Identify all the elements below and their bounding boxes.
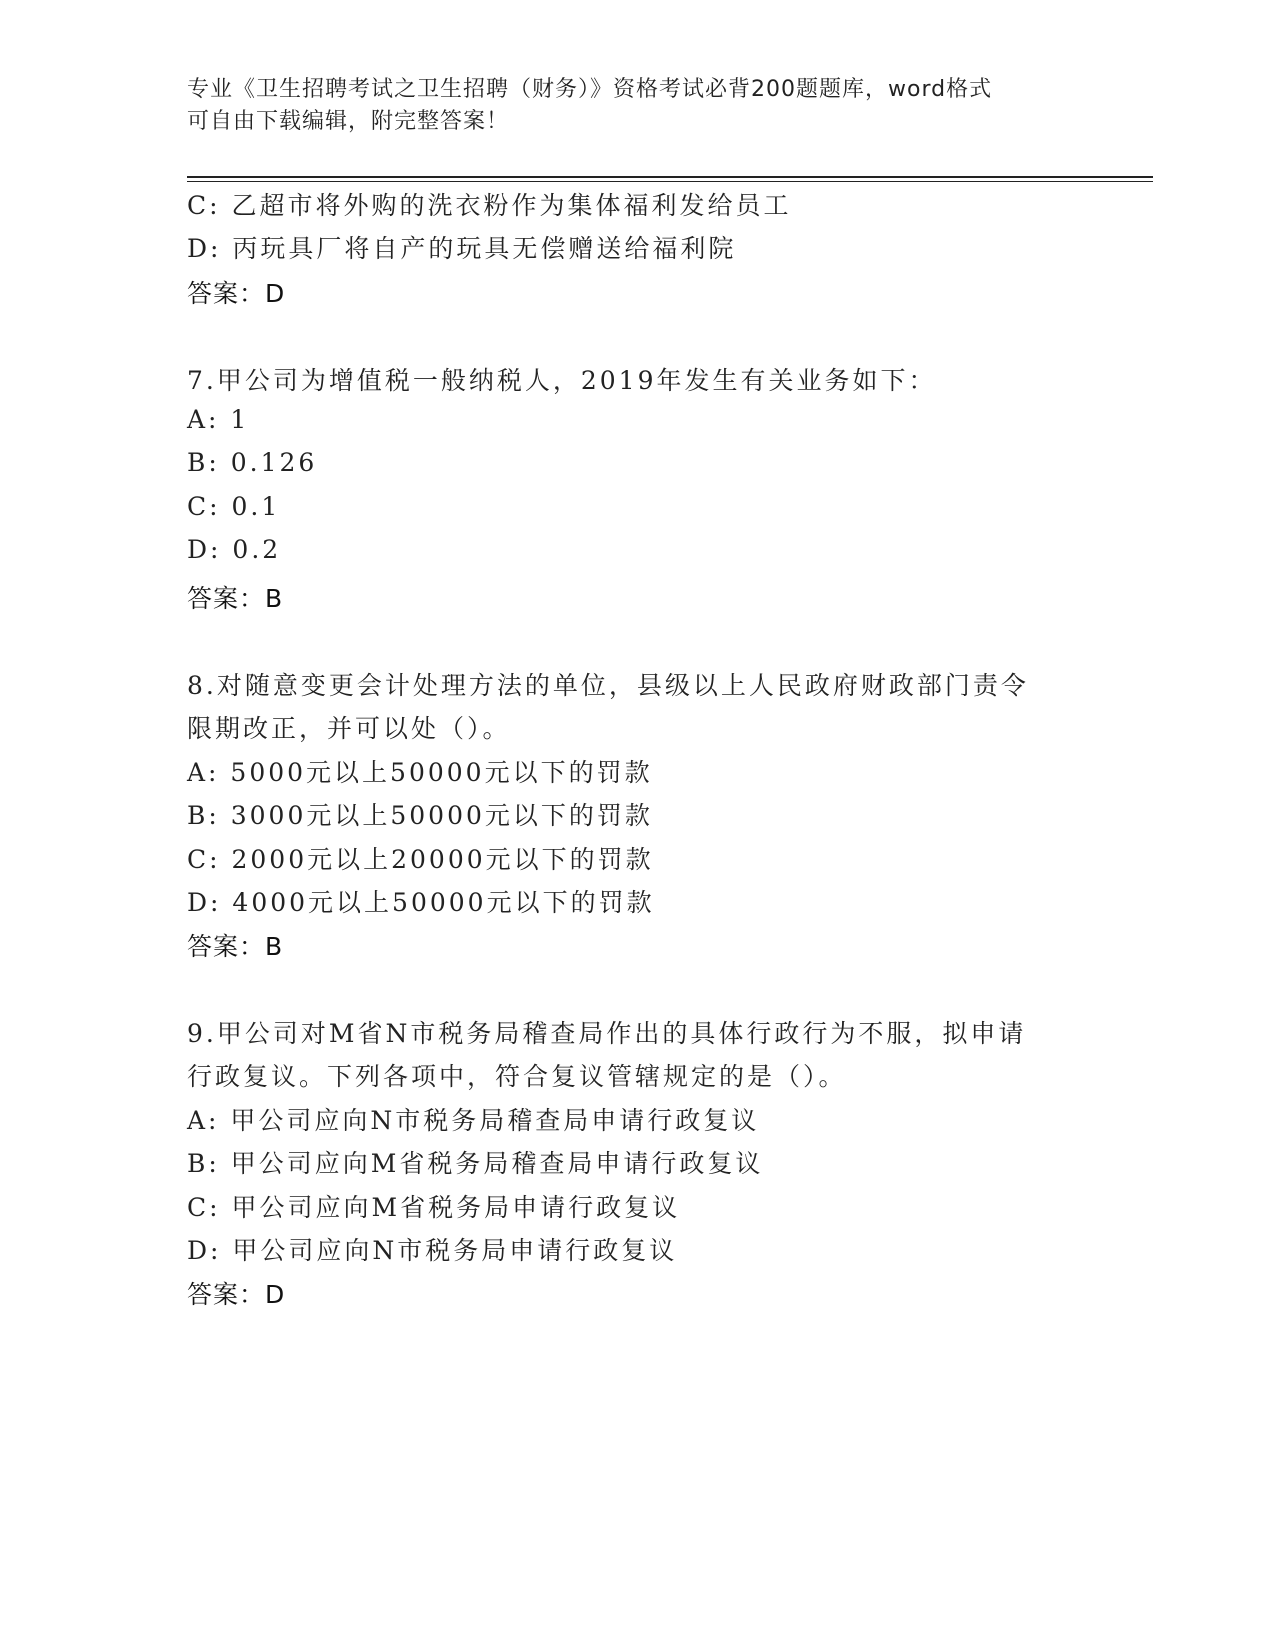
q9-option-c: C: 甲公司应向M省税务局申请行政复议	[187, 1193, 681, 1222]
q7-option-d: D: 0.2	[187, 535, 282, 564]
q7-answer: 答案：B	[187, 584, 284, 613]
q7-option-c: C: 0.1	[187, 492, 281, 521]
q8-stem-line-1: 8.对随意变更会计处理方法的单位，县级以上人民政府财政部门责令	[187, 671, 1029, 700]
q9-stem-line-1: 9.甲公司对M省N市税务局稽查局作出的具体行政行为不服，拟申请	[187, 1019, 1027, 1048]
prev-question-option-d: D: 丙玩具厂将自产的玩具无偿赠送给福利院	[187, 234, 737, 263]
q7-option-b: B: 0.126	[187, 448, 318, 477]
q9-option-a: A: 甲公司应向N市税务局稽查局申请行政复议	[187, 1106, 760, 1135]
document-header	[187, 74, 1067, 138]
q9-stem-line-2: 行政复议。下列各项中，符合复议管辖规定的是（）。	[187, 1062, 847, 1091]
q8-stem-line-2: 限期改正，并可以处（）。	[187, 714, 511, 743]
header-divider-thick	[187, 176, 1153, 178]
header-title-line-2: 可自由下载编辑，附完整答案！	[187, 109, 510, 134]
q9-answer: 答案：D	[187, 1280, 286, 1309]
q7-option-a: A: 1	[187, 405, 250, 434]
q7-stem: 7.甲公司为增值税一般纳税人，2019年发生有关业务如下：	[187, 366, 937, 395]
prev-question-option-c: C: 乙超市将外购的洗衣粉作为集体福利发给员工	[187, 191, 792, 220]
header-title-line-1: 专业《卫生招聘考试之卫生招聘（财务）》资格考试必背200题题库，word格式	[187, 77, 993, 102]
q8-option-b: B: 3000元以上50000元以下的罚款	[187, 801, 653, 830]
q8-option-a: A: 5000元以上50000元以下的罚款	[187, 758, 653, 787]
q8-option-c: C: 2000元以上20000元以下的罚款	[187, 845, 654, 874]
header-divider-thin	[187, 181, 1153, 182]
prev-question-answer: 答案：D	[187, 279, 286, 308]
q9-option-d: D: 甲公司应向N市税务局申请行政复议	[187, 1236, 678, 1265]
q8-answer: 答案：B	[187, 932, 284, 961]
q9-option-b: B: 甲公司应向M省税务局稽查局申请行政复议	[187, 1149, 764, 1178]
q8-option-d: D: 4000元以上50000元以下的罚款	[187, 888, 655, 917]
